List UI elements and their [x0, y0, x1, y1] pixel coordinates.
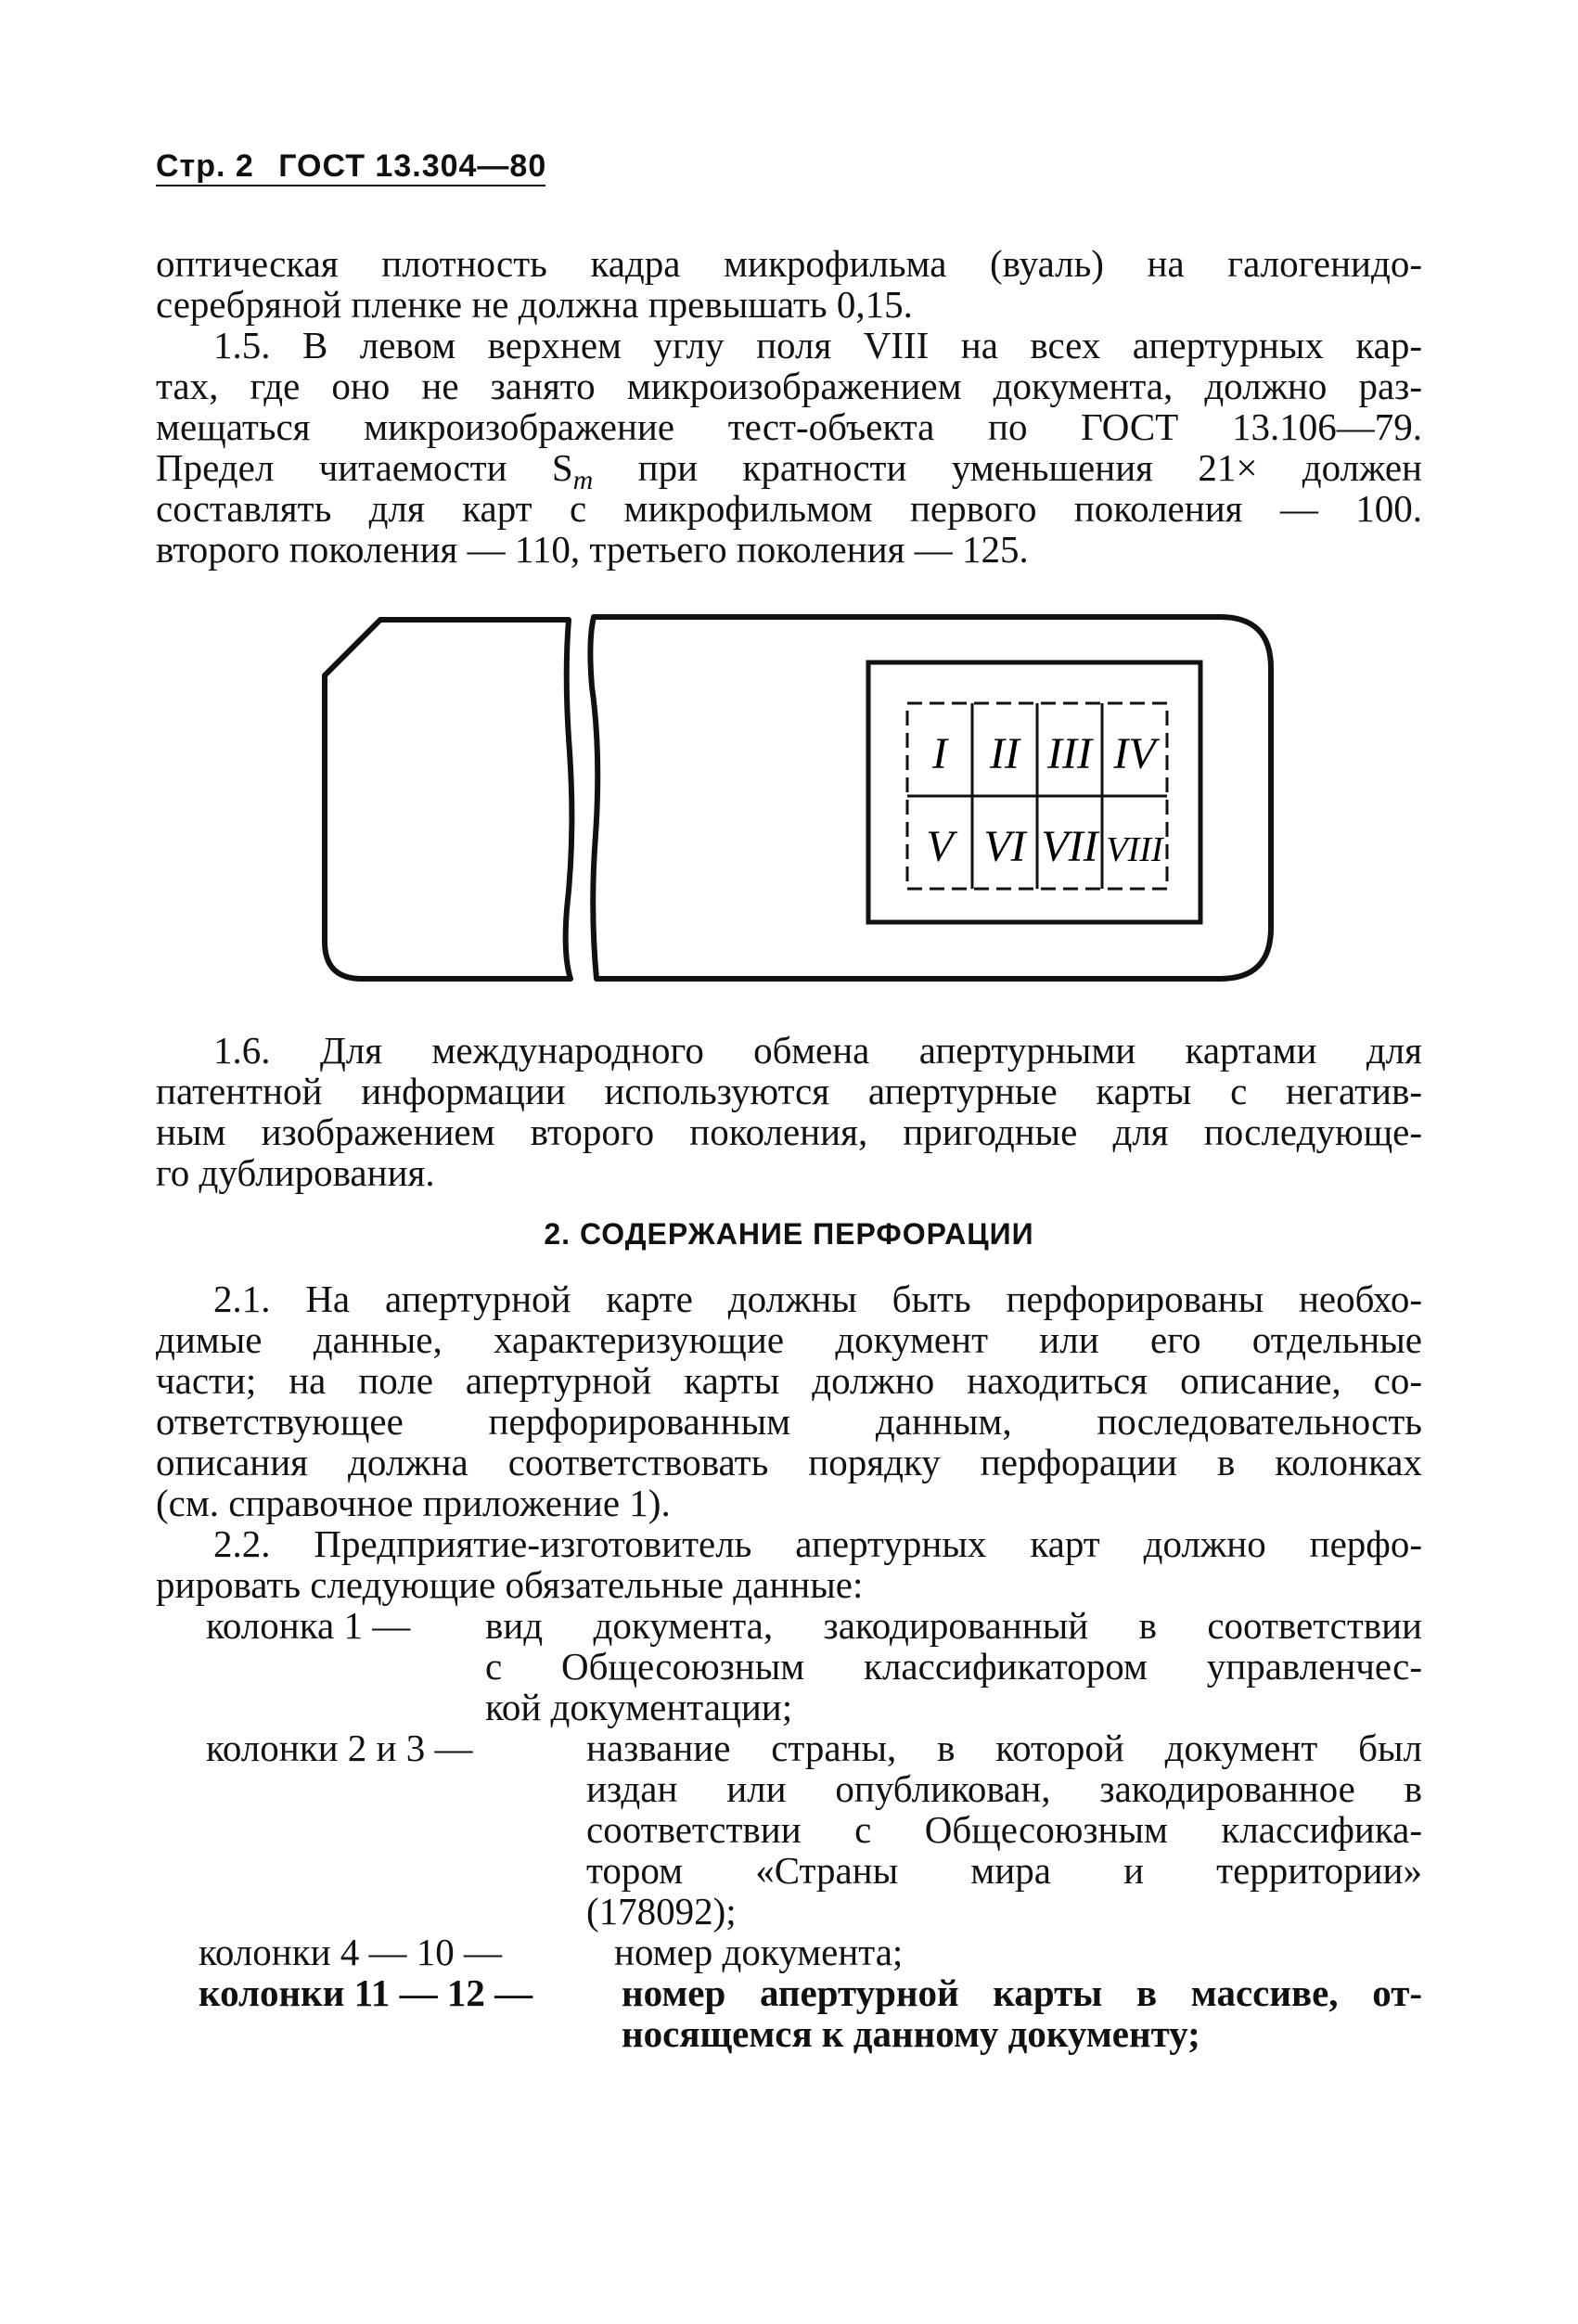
column-desc: номер апертурной карты в массиве, от- — [622, 1971, 1422, 2014]
column-desc: издан или опубликован, закодированное в — [586, 1767, 1422, 1810]
text-line: го дублирования. — [156, 1151, 435, 1194]
column-desc: кой документации; — [485, 1686, 793, 1728]
header-rule — [156, 183, 545, 188]
field-label: III — [1047, 729, 1092, 778]
text-fragment: Предел читаемости S — [156, 446, 573, 489]
column-desc: название страны, в которой документ был — [586, 1727, 1422, 1769]
column-desc: соответствии с Общесоюзным классифика- — [586, 1808, 1422, 1851]
text-line: оптическая плотность кадра микрофильма (вуаль) на галогенидо- — [156, 242, 1422, 285]
text-line: второго поколения — 110, третьего поколения — 125. — [156, 528, 1029, 571]
column-label: колонки 4 — 10 — — [199, 1931, 503, 1973]
text-line: рировать следующие обязательные данные: — [156, 1563, 864, 1606]
text-line: (см. справочное приложение 1). — [156, 1482, 671, 1524]
field-label: II — [990, 729, 1020, 778]
text-line: серебряной пленке не должна превышать 0,15. — [156, 283, 913, 326]
column-desc: (178092); — [586, 1890, 737, 1932]
text-line: описания должна соответствовать порядку перфорации в колонках — [156, 1441, 1422, 1483]
text-line: ным изображением второго поколения, пригодные для последующе- — [156, 1111, 1422, 1153]
running-header — [156, 148, 561, 185]
column-label: колонки 2 и 3 — — [206, 1727, 473, 1769]
text-line: составлять для карт с микрофильмом первого поколения — 100. — [156, 487, 1422, 530]
page-number: Стр. 2 — [156, 148, 254, 184]
text-line: мещаться микроизображение тест-объекта по ГОСТ 13.106—79. — [156, 405, 1422, 448]
text-line: 2.2. Предприятие-изготовитель апертурных карт должно перфо- — [213, 1522, 1422, 1565]
subscript: m — [572, 465, 594, 496]
column-label: колонки 11 — 12 — — [199, 1971, 533, 2014]
column-desc: носящемся к данному документу; — [622, 2012, 1200, 2055]
text-line: димые данные, характеризующие документ или его отдельные — [156, 1318, 1422, 1361]
section-heading: 2. СОДЕРЖАНИЕ ПЕРФОРАЦИИ — [544, 1217, 1034, 1251]
aperture-card-diagram — [306, 603, 1289, 993]
field-label: VIII — [1106, 830, 1163, 869]
text-line: патентной информации используются апертурные карты с негатив- — [156, 1070, 1422, 1112]
column-desc: с Общесоюзным классификатором управленчес- — [485, 1645, 1422, 1688]
text-line: 2.1. На апертурной карте должны быть перфорированы необхо- — [213, 1278, 1422, 1320]
column-desc: вид документа, закодированный в соответствии — [485, 1604, 1422, 1647]
text-line: части; на поле апертурной карты должно находиться описание, со- — [156, 1359, 1422, 1402]
text-line: ответствующее перфорированным данным, последовательность — [156, 1400, 1422, 1443]
text-line: тах, где оно не занято микроизображением документа, должно раз- — [156, 365, 1422, 407]
column-label: колонка 1 — — [206, 1604, 411, 1647]
field-label: VII — [1041, 822, 1098, 871]
field-label: V — [926, 822, 954, 871]
field-label: IV — [1113, 729, 1156, 778]
column-desc: номер документа; — [614, 1931, 904, 1973]
text-line: 1.6. Для международного обмена апертурными картами для — [213, 1029, 1422, 1072]
text-line: 1.5. В левом верхнем углу поля VIII на всех апертурных кар- — [213, 324, 1422, 366]
text-fragment: при кратности уменьшения 21× должен — [593, 446, 1422, 489]
column-desc: тором «Страны мира и территории» — [586, 1849, 1422, 1892]
field-label: VI — [983, 822, 1026, 871]
field-label: I — [932, 729, 947, 778]
standard-number: ГОСТ 13.304—80 — [278, 148, 547, 184]
